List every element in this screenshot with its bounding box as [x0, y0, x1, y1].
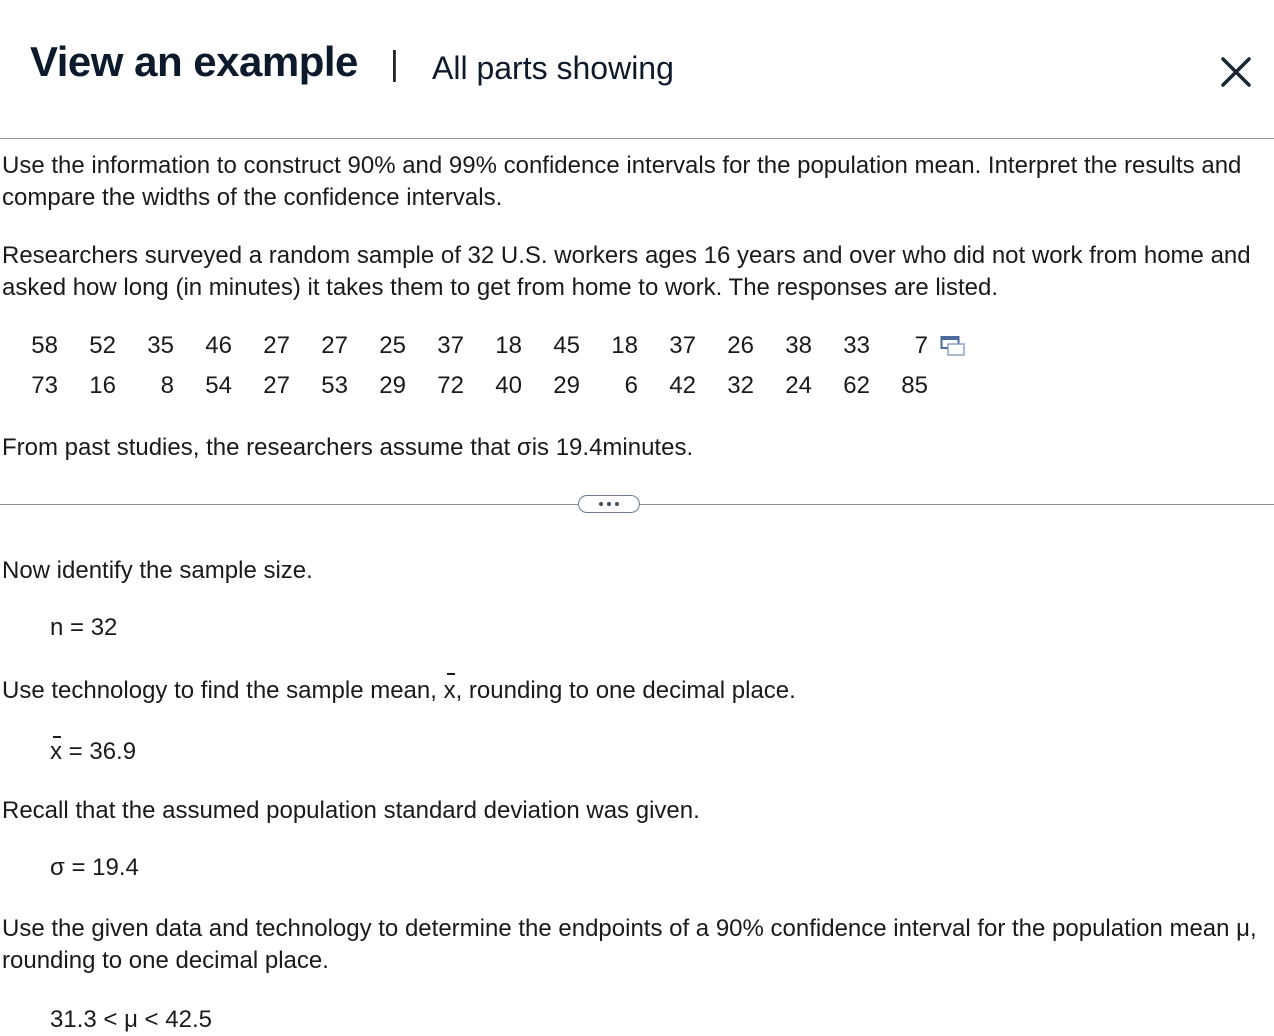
ellipsis-icon: [599, 502, 603, 506]
data-cell: 16: [89, 372, 116, 399]
data-cell: 27: [321, 332, 348, 359]
sample-size-prompt: Now identify the sample size.: [2, 557, 313, 584]
problem-description: Researchers surveyed a random sample of 32 U.S. workers ages 16 years and over who did not work from home and asked how long (in minutes) it takes them to get from home to work. The responses are listed.: [2, 242, 1251, 301]
parts-showing-label: All parts showing: [432, 50, 674, 86]
data-cell: 42: [669, 372, 696, 399]
data-cell: 37: [437, 332, 464, 359]
sample-mean-prompt: [2, 675, 796, 707]
x-bar-symbol: x: [50, 738, 62, 765]
data-cell: 18: [611, 332, 638, 359]
data-table: [22, 326, 928, 406]
page-title: View an example: [30, 38, 358, 85]
sample-mean-answer: [50, 738, 136, 766]
expand-button[interactable]: [578, 495, 640, 513]
data-row: [22, 326, 928, 366]
data-cell: 53: [321, 372, 348, 399]
data-cell: 38: [785, 332, 812, 359]
mean-prompt-before: Use technology to find the sample mean,: [2, 677, 444, 704]
data-cell: 40: [495, 372, 522, 399]
close-icon: [1214, 50, 1258, 94]
confidence-interval-prompt: Use the given data and technology to determine the endpoints of a 90% confidence interval for the population mean μ, rounding to one decimal place.: [2, 915, 1257, 974]
data-cell: 46: [205, 332, 232, 359]
data-cell: 27: [263, 332, 290, 359]
data-cell: 29: [379, 372, 406, 399]
copy-data-icon: [940, 334, 966, 358]
x-bar-symbol: x: [444, 675, 456, 707]
std-dev-prompt: Recall that the assumed population standard deviation was given.: [2, 797, 700, 824]
header: [0, 0, 1274, 139]
data-cell: 18: [495, 332, 522, 359]
data-cell: 85: [901, 372, 928, 399]
data-cell: 8: [160, 372, 174, 399]
data-cell: 6: [624, 372, 638, 399]
data-cell: 72: [437, 372, 464, 399]
data-cell: 29: [553, 372, 580, 399]
data-cell: 37: [669, 332, 696, 359]
sigma-statement: [2, 432, 693, 464]
confidence-interval-answer: 31.3 < μ < 42.5: [50, 1006, 212, 1033]
data-cell: 54: [205, 372, 232, 399]
data-cell: 35: [147, 332, 174, 359]
data-row: [22, 366, 928, 406]
data-cell: 52: [89, 332, 116, 359]
data-cell: 73: [31, 372, 58, 399]
mean-answer-value: = 36.9: [62, 738, 137, 765]
close-button[interactable]: [1214, 50, 1258, 94]
data-cell: 58: [31, 332, 58, 359]
mean-prompt-after: , rounding to one decimal place.: [455, 677, 796, 704]
data-cell: 45: [553, 332, 580, 359]
data-cell: 25: [379, 332, 406, 359]
data-cell: 7: [914, 332, 928, 359]
data-cell: 62: [843, 372, 870, 399]
sigma-symbol: σ: [516, 434, 532, 461]
std-dev-answer: σ = 19.4: [50, 854, 139, 881]
data-cell: 27: [263, 372, 290, 399]
data-cell: 32: [727, 372, 754, 399]
data-cell: 26: [727, 332, 754, 359]
title-separator: |: [390, 45, 399, 83]
data-cell: 24: [785, 372, 812, 399]
sigma-prefix: From past studies, the researchers assume that: [2, 434, 517, 461]
sigma-suffix: is 19.4minutes.: [531, 434, 694, 461]
sample-size-answer: n = 32: [50, 614, 118, 641]
problem-intro: Use the information to construct 90% and 99% confidence intervals for the population mean. Interpret the results and compare the widths of the confidence intervals.: [2, 152, 1242, 211]
copy-data-button[interactable]: [940, 334, 966, 358]
data-cell: 33: [843, 332, 870, 359]
